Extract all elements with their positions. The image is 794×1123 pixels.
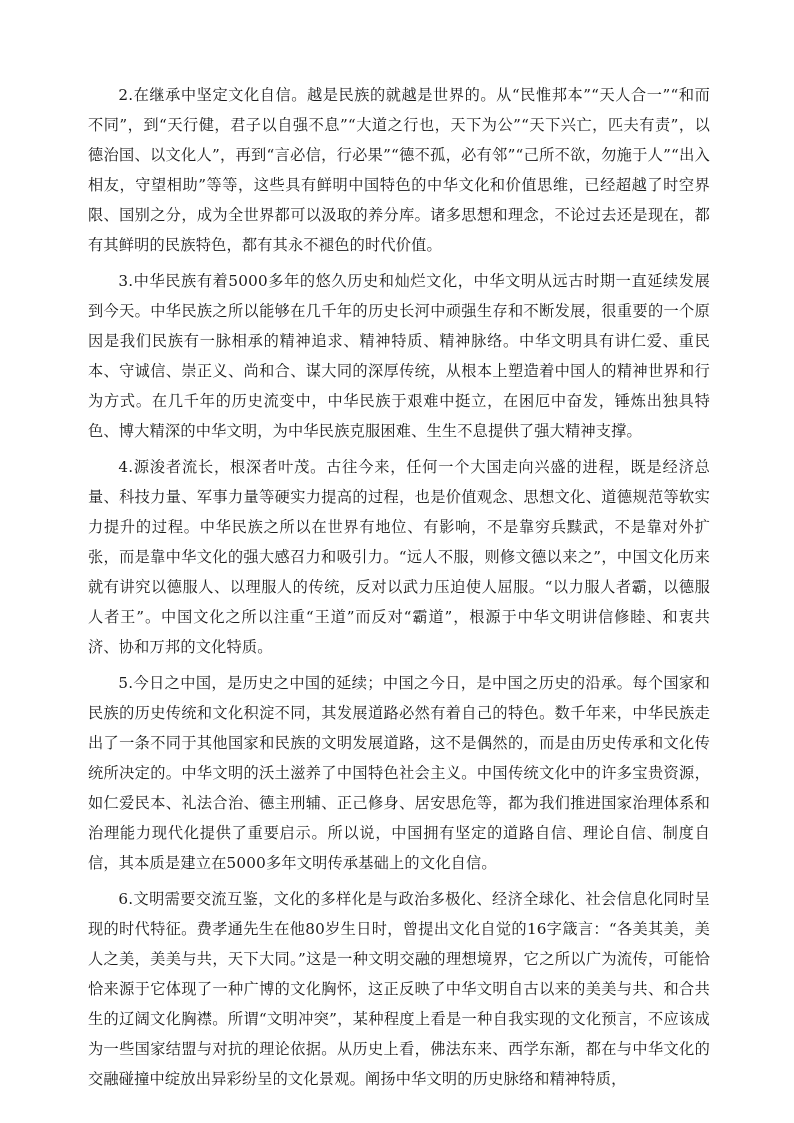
paragraph-2: 2.在继承中坚定文化自信。越是民族的就越是世界的。从“民惟邦本”“天人合一”“和而不同”，到“天行健，君子以自强不息”“大道之行也，天下为公”“天下兴亡，匹夫有责”，以德治国、以文化人”，再到“言必信，行必果”“德不孤，必有邻”“己所不欲，勿施于人”“出入相友，守望相助”等等，这些具有鲜明中国特色的中华文化和价值思维，已经超越了时空界限、国别之分，成为全世界都可以汲取的养分库。诸多思想和理念，不论过去还是现在，都有其鲜明的民族特色，都有其永不褪色的时代价值。 <box>88 86 710 254</box>
paragraph-3: 3.中华民族有着5000多年的悠久历史和灿烂文化，中华文明从远古时期一直延续发展到今天。中华民族之所以能够在几千年的历史长河中顽强生存和不断发展，很重要的一个原因是我们民族有一脉相承的精神追求、精神特质、精神脉络。中华文明具有讲仁爱、重民本、守诚信、崇正义、尚和合、谋大同的深厚传统，从根本上塑造着中国人的精神世界和行为方式。在几千年的历史流变中，中华民族于艰难中挺立，在困厄中奋发，锤炼出独具特色、博大精深的中华文明，为中华民族克服困难、生生不息提供了强大精神支撑。 <box>88 272 710 440</box>
paragraph-4: 4.源浚者流长，根深者叶茂。古往今来，任何一个大国走向兴盛的进程，既是经济总量、科技力量、军事力量等硬实力提高的过程，也是价值观念、思想文化、道德规范等软实力提升的过程。中华民族之所以在世界有地位、有影响，不是靠穷兵黩武，不是靠对外扩张，而是靠中华文化的强大感召力和吸引力。“远人不服，则修文德以来之”，中国文化历来就有讲究以德服人、以理服人的传统，反对以武力压迫使人屈服。“以力服人者霸，以德服人者王”。中国文化之所以注重“王道”而反对“霸道”，根源于中华文明讲信修睦、和衷共济、协和万邦的文化特质。 <box>88 458 710 656</box>
paragraph-5: 5.今日之中国，是历史之中国的延续；中国之今日，是中国之历史的沿承。每个国家和民族的历史传统和文化积淀不同，其发展道路必然有着自己的特色。数千年来，中华民族走出了一条不同于其他国家和民族的文明发展道路，这不是偶然的，而是由历史传承和文化传统所决定的。中华文明的沃土滋养了中国特色社会主义。中国传统文化中的许多宝贵资源，如仁爱民本、礼法合治、德主刑辅、正己修身、居安思危等，都为我们推进国家治理体系和治理能力现代化提供了重要启示。所以说，中国拥有坚定的道路自信、理论自信、制度自信，其本质是建立在5000多年文明传承基础上的文化自信。 <box>88 674 710 872</box>
document-body <box>88 80 710 1100</box>
paragraph-6: 6.文明需要交流互鉴，文化的多样化是与政治多极化、经济全球化、社会信息化同时呈现的时代特征。费孝通先生在他80岁生日时，曾提出文化自觉的16字箴言：“各美其美，美人之美，美美与共，天下大同。”这是一种文明交融的理想境界，它之所以广为流传，可能恰恰来源于它体现了一种广博的文化胸怀，这正反映了中华文明自古以来的美美与共、和合共生的辽阔文化胸襟。所谓“文明冲突”，某种程度上看是一种自我实现的文化预言，不应该成为一些国家结盟与对抗的理论依据。从历史上看，佛法东来、西学东渐，都在与中华文化的交融碰撞中绽放出异彩纷呈的文化景观。阐扬中华文明的历史脉络和精神特质， <box>88 890 710 1088</box>
